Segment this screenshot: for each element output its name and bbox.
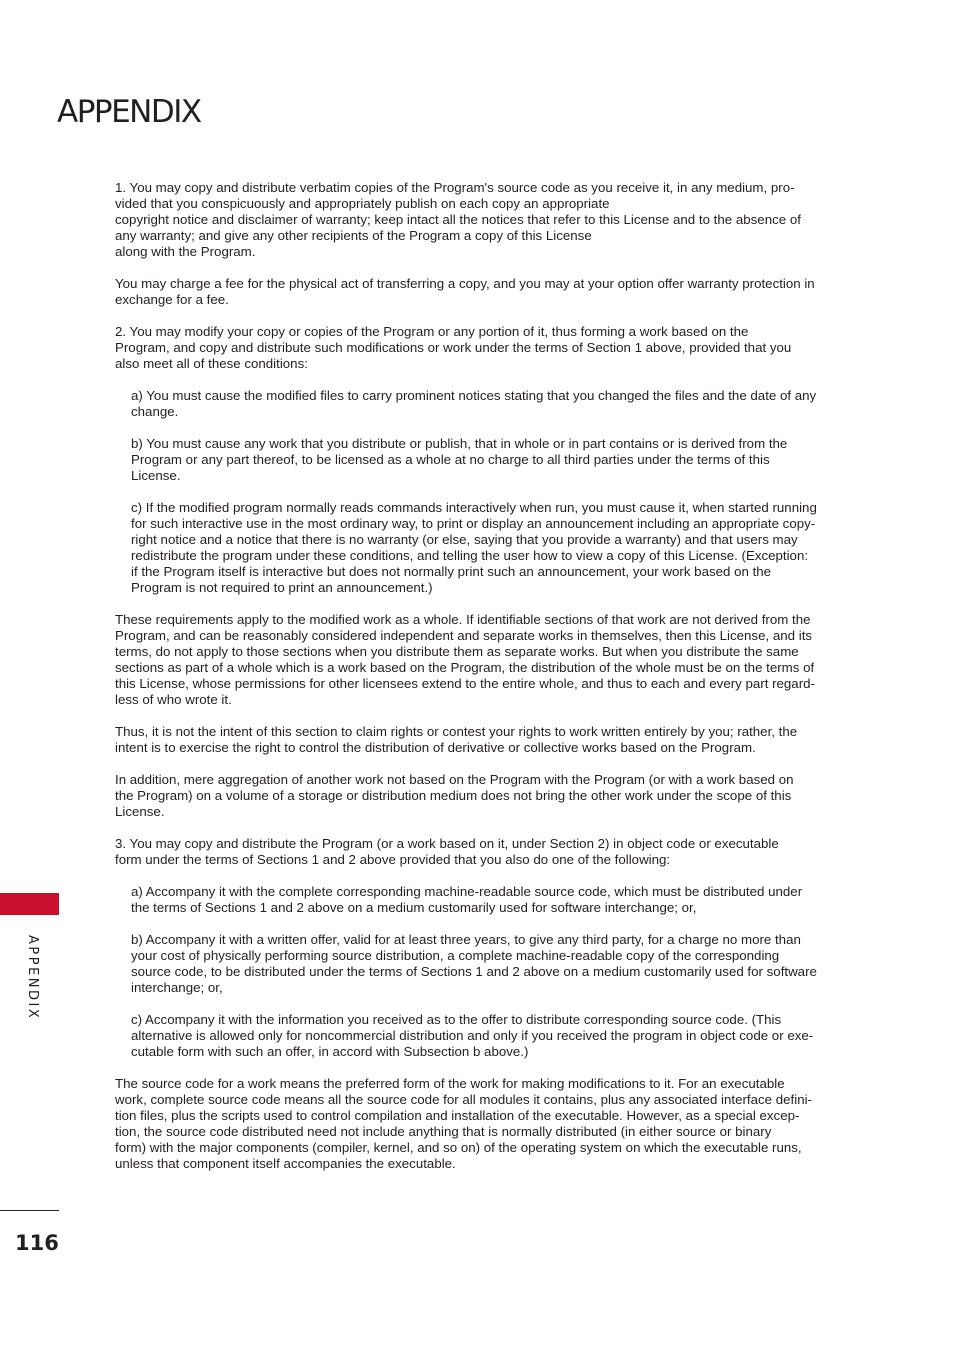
page-number-divider (0, 1210, 59, 1211)
section-2-paragraph: 2. You may modify your copy or copies of the Program or any portion of it, thus forming a work based on the Program, and copy and distribute such modifications or work under the terms of Section 1 above, provided that you also meet all of these conditions: (115, 324, 792, 371)
option-a-paragraph: a) Accompany it with the complete corresponding machine-readable source code, which must be distributed under the terms of Sections 1 and 2 above on a medium customarily used for software interchange; or, (131, 884, 803, 915)
page-title: APPENDIX (57, 94, 201, 130)
section-tab-marker (0, 893, 59, 915)
intent-paragraph: Thus, it is not the intent of this section to claim rights or contest your rights to work written entirely by you; rather, the intent is to exercise the right to control the distribution of derivative or collective works based on the Program. (115, 724, 798, 755)
source-code-paragraph: The source code for a work means the preferred form of the work for making modifications to it. For an executable work, complete source code means all the source code for all modules it contains, plus any associated interface defini- tion files, plus the scripts used to control compilation and installation of the executable. However, as a special excep- tion, the source code distributed need not include anything that is normally distributed (in either source or binary form) with the major components (compiler, kernel, and so on) of the operating system on which the executable runs, unless that component itself accompanies the executable. (115, 1076, 812, 1171)
condition-c-paragraph: c) If the modified program normally reads commands interactively when run, you must cause it, when started running for such interactive use in the most ordinary way, to print or display an announcement including an appropriate copy- right notice and a notice that there is no warranty (or else, saying that you provide a warranty) and that users may redistribute the program under these conditions, and telling the user how to view a copy of this License. (Exception: if the Program itself is interactive but does not normally print such an announcement, your work based on the Program is not required to print an announcement.) (131, 500, 817, 595)
license-text (115, 180, 885, 1188)
fee-paragraph: You may charge a fee for the physical act of transferring a copy, and you may at your option offer warranty protection in exchange for a fee. (115, 276, 815, 307)
aggregation-paragraph: In addition, mere aggregation of another work not based on the Program with the Program (or with a work based on the Program) on a volume of a storage or distribution medium does not bring the other work under the scope of this License. (115, 772, 794, 819)
page-number: 116 (15, 1231, 59, 1255)
section-1-paragraph: 1. You may copy and distribute verbatim copies of the Program's source code as you receive it, in any medium, pro- vided that you conspicuously and appropriately publish on each copy an appropriate copyright notice and disclaimer of warranty; keep intact all the notices that refer to this License and to the absence of any warranty; and give any other recipients of the Program a copy of this License along with the Program. (115, 180, 801, 259)
condition-a-paragraph: a) You must cause the modified files to carry prominent notices stating that you changed the files and the date of any change. (131, 388, 817, 419)
section-3-paragraph: 3. You may copy and distribute the Program (or a work based on it, under Section 2) in object code or executable form under the terms of Sections 1 and 2 above provided that you also do one of the following: (115, 836, 779, 867)
option-b-paragraph: b) Accompany it with a written offer, valid for at least three years, to give any third party, for a charge no more than your cost of physically performing source distribution, a complete machine-readable copy of the corresponding source code, to be distributed under the terms of Sections 1 and 2 above on a medium customarily used for software interchange; or, (131, 932, 817, 995)
condition-b-paragraph: b) You must cause any work that you distribute or publish, that in whole or in part contains or is derived from the Program or any part thereof, to be licensed as a whole at no charge to all third parties under the terms of this License. (131, 436, 788, 483)
requirements-paragraph: These requirements apply to the modified work as a whole. If identifiable sections of that work are not derived from the Program, and can be reasonably considered independent and separate works in themselves, then this License, and its terms, do not apply to those sections when you distribute them as separate works. But when you distribute the same sections as part of a whole which is a work based on the Program, the distribution of the whole must be on the terms of this License, whose permissions for other licensees extend to the entire whole, and thus to each and every part regard- less of who wrote it. (115, 612, 815, 707)
sidebar-section-label: APPENDIX (25, 935, 40, 1021)
option-c-paragraph: c) Accompany it with the information you received as to the offer to distribute corresponding source code. (This alternative is allowed only for noncommercial distribution and only if you received the program in object code or exe- cutable form with such an offer, in accord with Subsection b above.) (131, 1012, 814, 1059)
